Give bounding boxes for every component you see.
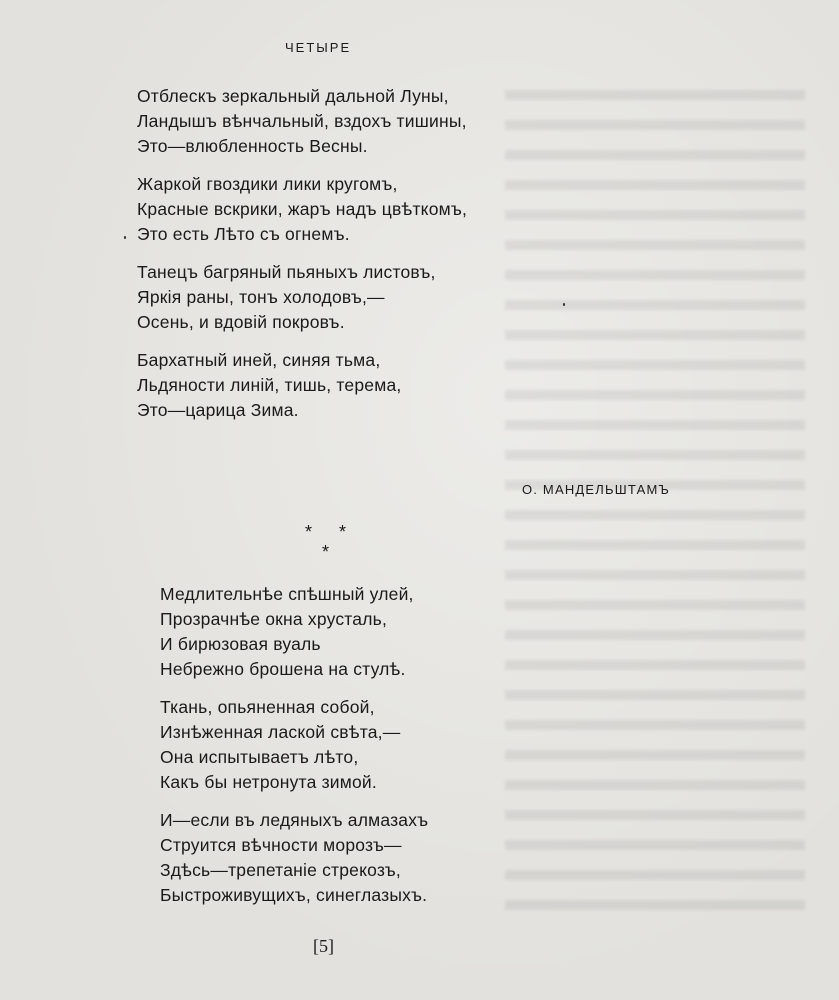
stanza bbox=[137, 172, 467, 247]
poem-line: Здѣсь—трепетанiе стрекозъ, bbox=[160, 860, 401, 880]
asterisk-glyph: * bbox=[339, 522, 347, 542]
poem-line: Какъ бы нетронута зимой. bbox=[160, 772, 377, 792]
poem-line: Изнѣженная лаской свѣта,— bbox=[160, 722, 401, 742]
poem-line: И бирюзовая вуаль bbox=[160, 634, 321, 654]
stanza bbox=[137, 260, 467, 335]
poem-line: Ткань, опьяненная собой, bbox=[160, 697, 375, 717]
poem-line: Небрежно брошена на стулѣ. bbox=[160, 659, 406, 679]
poem-line: Осень, и вдовiй покровъ. bbox=[137, 312, 345, 332]
poem-line: Танецъ багряный пьяныхъ листовъ, bbox=[137, 262, 436, 282]
poem-line: Это—влюбленность Весны. bbox=[137, 136, 368, 156]
stanza bbox=[137, 348, 467, 423]
author-signature: О. МАНДЕЛЬШТАМЪ bbox=[522, 482, 670, 497]
poem-line: Жаркой гвоздики лики кругомъ, bbox=[137, 174, 398, 194]
poem-title: ЧЕТЫРЕ bbox=[285, 40, 352, 55]
poem-line: Она испытываетъ лѣто, bbox=[160, 747, 359, 767]
bleed-through-text bbox=[505, 90, 805, 930]
poem-four-seasons bbox=[137, 84, 467, 436]
poem-line: Струится вѣчности морозъ— bbox=[160, 835, 402, 855]
poem-line: Быстроживущихъ, синеглазыхъ. bbox=[160, 885, 428, 905]
ink-speck bbox=[124, 236, 126, 239]
poem-line: Бархатный иней, синяя тьма, bbox=[137, 350, 381, 370]
poem-line: И—если въ ледяныхъ алмазахъ bbox=[160, 810, 429, 830]
poem-line: Ландышъ вѣнчальный, вздохъ тишины, bbox=[137, 111, 467, 131]
poem-line: Это—царица Зима. bbox=[137, 400, 299, 420]
stanza bbox=[160, 695, 428, 795]
poem-line: Льдяности линiй, тишь, терема, bbox=[137, 375, 402, 395]
page-number: [5] bbox=[313, 936, 334, 956]
stanza bbox=[160, 582, 428, 682]
poem-untitled bbox=[160, 582, 428, 921]
ink-speck bbox=[563, 303, 565, 306]
poem-line: Медлительнѣе спѣшный улей, bbox=[160, 584, 414, 604]
asterism-divider bbox=[305, 523, 357, 563]
poem-line: Красные вскрики, жаръ надъ цвѣткомъ, bbox=[137, 199, 468, 219]
stanza bbox=[137, 84, 467, 159]
poem-line: Это есть Лѣто съ огнемъ. bbox=[137, 224, 350, 244]
poem-line: Отблескъ зеркальный дальной Луны, bbox=[137, 86, 449, 106]
poem-line: Прозрачнѣе окна хрусталь, bbox=[160, 609, 388, 629]
poem-line: Яркiя раны, тонъ холодовъ,— bbox=[137, 287, 385, 307]
stanza bbox=[160, 808, 428, 908]
asterisk-glyph: * bbox=[305, 522, 313, 542]
asterisk-glyph: * bbox=[322, 542, 330, 562]
